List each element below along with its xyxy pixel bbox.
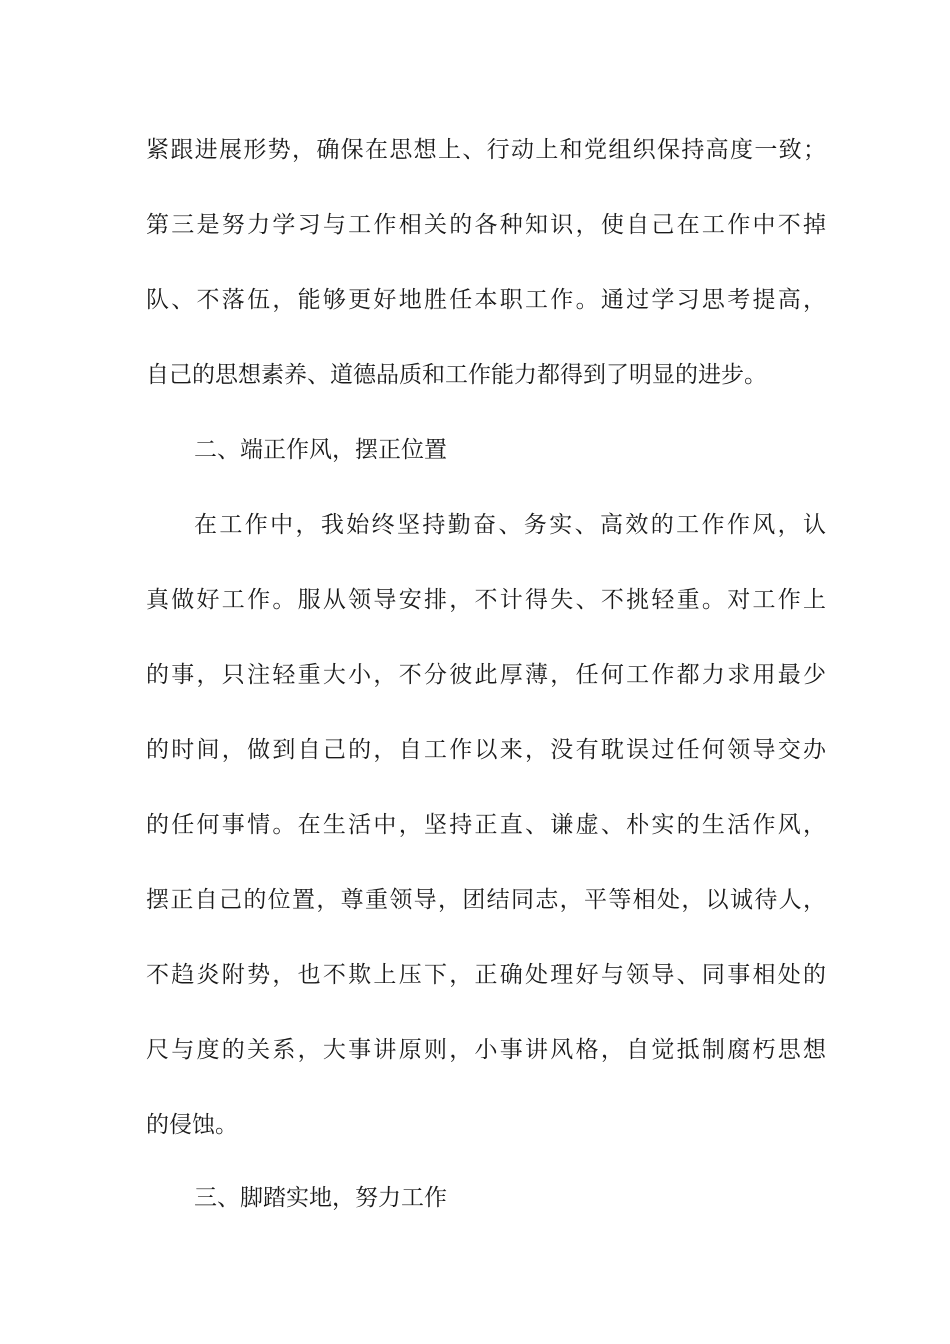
paragraph-line: 的事，只注轻重大小，不分彼此厚薄，任何工作都力求用最少 (146, 662, 826, 688)
paragraph-line: 尺与度的关系，大事讲原则，小事讲风格，自觉抵制腐朽思想 (146, 1037, 826, 1063)
paragraph-line: 在工作中，我始终坚持勤奋、务实、高效的工作作风，认 (194, 512, 826, 538)
paragraph-line: 的任何事情。在生活中，坚持正直、谦虚、朴实的生活作风， (146, 812, 826, 838)
paragraph-line: 的时间，做到自己的，自工作以来，没有耽误过任何领导交办 (146, 737, 826, 763)
paragraph-line: 队、不落伍，能够更好地胜任本职工作。通过学习思考提高， (146, 287, 826, 313)
paragraph-line: 自己的思想素养、道德品质和工作能力都得到了明显的进步。 (146, 362, 767, 388)
paragraph-line: 真做好工作。服从领导安排，不计得失、不挑轻重。对工作上 (146, 587, 826, 613)
paragraph-line: 紧跟进展形势，确保在思想上、行动上和党组织保持高度一致； (146, 137, 826, 163)
section-heading: 三、脚踏实地，努力工作 (194, 1185, 447, 1211)
paragraph-line: 不趋炎附势，也不欺上压下，正确处理好与领导、同事相处的 (146, 962, 826, 988)
paragraph-line: 的侵蚀。 (146, 1112, 238, 1138)
paragraph-line: 第三是努力学习与工作相关的各种知识，使自己在工作中不掉 (146, 212, 826, 238)
section-heading: 二、端正作风，摆正位置 (194, 437, 447, 463)
paragraph-line: 摆正自己的位置，尊重领导，团结同志，平等相处，以诚待人， (146, 887, 826, 913)
